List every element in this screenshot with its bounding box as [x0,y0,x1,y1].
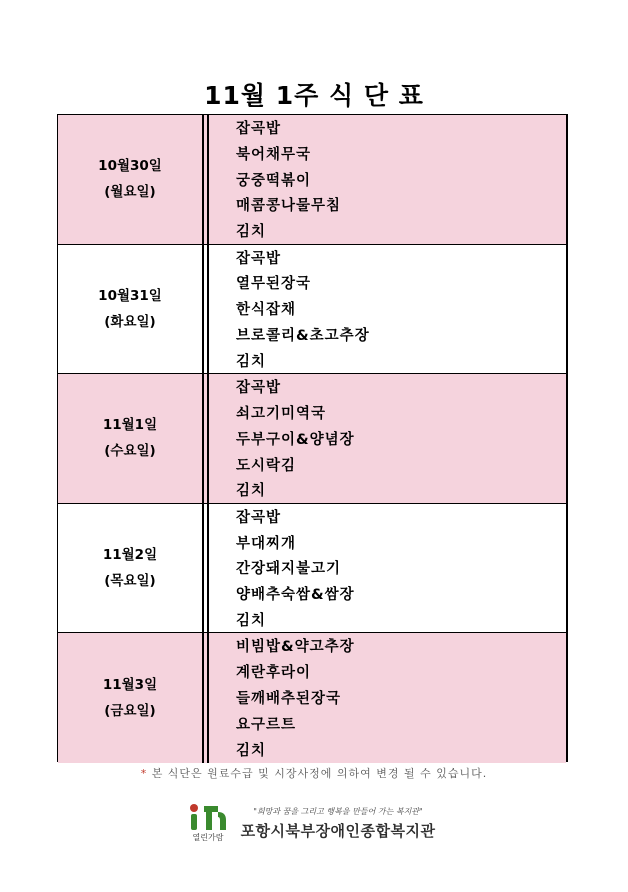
day-row-fri [58,633,566,763]
dish-item: 부대찌개 [236,535,297,552]
page-title: 11월 1주 식 단 표 [204,81,424,110]
dish-item: 잡곡밥 [236,509,282,526]
dish-item: 김치 [236,742,267,759]
dish-item: 브로콜리&초고추장 [236,327,370,344]
dish-list [236,117,341,246]
asterisk-icon: * [140,767,148,780]
date-label: 10월31일 [98,287,162,304]
dish-item: 잡곡밥 [236,121,282,137]
organization-name: 포항시북부장애인종합복지관 [240,822,436,840]
dish-item: 쇠고기미역국 [236,405,327,422]
dish-item: 한식잡채 [236,302,297,319]
dish-list [236,635,355,764]
dish-item: 김치 [236,612,267,629]
dish-item: 김치 [236,224,267,241]
dish-item: 궁중떡볶이 [236,172,312,189]
change-notice [0,765,628,781]
dish-item: 요구르트 [236,716,297,733]
dish-item: 잡곡밥 [236,380,282,397]
weekday-label: (월요일) [104,184,156,201]
dish-item: 김치 [236,483,267,500]
dish-list [236,247,370,376]
weekday-label: (수요일) [104,443,156,460]
weekday-label: (화요일) [104,313,156,330]
dish-item: 양배추숙쌈&쌈장 [236,587,355,604]
day-row-tue [58,245,566,375]
date-cell [58,633,202,763]
dish-item: 열무된장국 [236,276,312,293]
dish-item: 두부구이&양념장 [236,431,355,448]
dish-item: 간장돼지불고기 [236,561,342,578]
dish-list [236,506,355,635]
slogan: "희망과 꿈을 그리고 행복을 만들어 가는 복지관" [253,807,423,816]
dish-item: 김치 [236,353,267,370]
date-label: 11월2일 [102,547,158,564]
date-cell [58,245,202,374]
date-label: 10월30일 [98,158,162,175]
day-row-mon [58,115,566,245]
dish-item: 도시락김 [236,457,297,474]
dish-list [236,376,355,505]
date-cell [58,504,202,633]
date-cell [58,374,202,503]
dish-item: 비빔밥&약고추장 [236,639,355,656]
dish-item: 잡곡밥 [236,250,282,267]
dish-item: 매콤콩나물무침 [236,198,342,215]
weekday-label: (금요일) [104,703,156,720]
dish-item: 북어채무국 [236,146,312,163]
logo-caption: 열린가람 [192,833,224,842]
weekday-label: (목요일) [104,573,156,590]
dish-item: 들깨배추된장국 [236,690,342,707]
date-label: 11월3일 [102,677,158,694]
day-row-wed [58,374,566,504]
notice-text: 본 식단은 원료수급 및 시장사정에 의하여 변경 될 수 있습니다. [151,767,488,780]
day-row-thu [58,504,566,634]
date-cell [58,115,202,244]
dish-item: 계란후라이 [236,665,312,682]
menu-table [57,114,568,762]
date-label: 11월1일 [102,417,158,434]
